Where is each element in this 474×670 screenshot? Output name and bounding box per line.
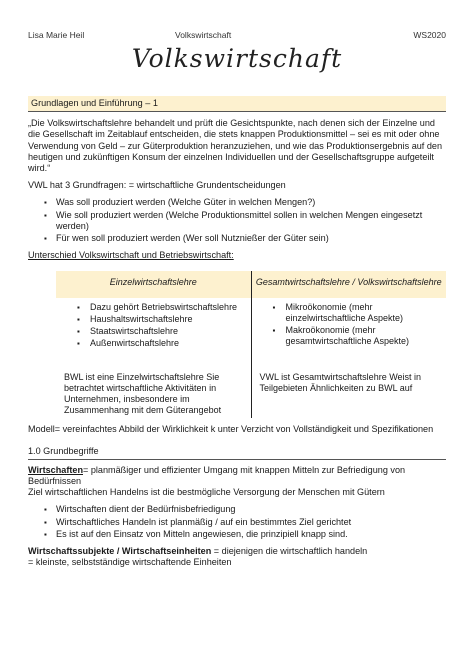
table-cell <box>56 368 251 418</box>
bwl-description: BWL ist eine Einzelwirtschaftslehre Sie betrachtet wirtschaftliche Aktivitäten in Unternehmen, insbesondere im Zusammenhang mit dem Güterangebot <box>64 372 222 416</box>
table-cell <box>251 368 446 418</box>
list-item: ▪ Es ist auf den Einsatz von Mitteln angewiesen, die prinzipiell knapp sind. <box>56 529 446 540</box>
table-header-gesamtwirtschaft: Gesamtwirtschaftslehre / Volkswirtschaftslehre <box>251 271 446 298</box>
difference-heading: Unterschied Volkswirtschaft und Betriebswirtschaft: <box>28 250 234 261</box>
term-wirtschaften: Wirtschaften <box>28 464 83 475</box>
wirtschaften-definition: Wirtschaften= planmäßiger und effizienter Umgang mit knappen Mitteln zur Befriedigung von Bedürfnissen <box>28 464 406 487</box>
list-item: ▪ Außenwirtschaftslehre <box>90 338 247 349</box>
table-cell <box>251 298 446 352</box>
questions-intro: VWL hat 3 Grundfragen: = wirtschaftliche Grundentscheidungen <box>28 180 286 191</box>
table-cell <box>56 298 251 352</box>
definition-quote: „Die Volkswirtschaftslehre behandelt und prüft die Gesichtspunkte, nach denen sich der Einzelne und die Gesellschaft im Zeitablauf entscheiden, die stets knappen Produktionsmittel – sei es mit oder ohne Verwendung von Geld – zur Güterproduktion heranzuziehen, und wie das Produktionsergebnis auf den heutigen und zukünftigen Konsum der einzelnen Individuellen und der Gesellschaftsgruppe aufgeteilt wird.“ <box>28 118 443 174</box>
model-definition: Modell= vereinfachtes Abbild der Wirklichkeit k unter Verzicht von Vollständigkeit und Spezifikationen <box>28 424 434 435</box>
section-heading-grundlagen: Grundlagen und Einführung – 1 <box>28 96 446 112</box>
list-item: ▪ Was soll produziert werden (Welche Güter in welchen Mengen?) <box>56 197 446 208</box>
subjects-definition: Wirtschaftssubjekte / Wirtschaftseinheiten = diejenigen die wirtschaftlich handeln = kleinste, selbstständige wirtschaftende Einheiten <box>28 546 368 568</box>
document-body <box>28 96 446 574</box>
term-wirtschaftssubjekte: Wirtschaftssubjekte / Wirtschaftseinheiten <box>28 546 212 557</box>
header-term: WS2020 <box>413 30 446 40</box>
list-item: ▪ Haushaltswirtschaftslehre <box>90 314 247 325</box>
list-item: ▪ Wirtschaftliches Handeln ist planmäßig / auf ein bestimmtes Ziel gerichtet <box>56 517 446 528</box>
goal-statement: Ziel wirtschaftlichen Handelns ist die bestmögliche Versorgung der Menschen mit Gütern <box>28 487 385 498</box>
page-title: Volkswirtschaft <box>131 44 343 73</box>
header-subject: Volkswirtschaft <box>175 30 232 40</box>
list-item: ▪ Wirtschaften dient der Bedürfnisbefriedigung <box>56 504 446 515</box>
comparison-table <box>56 271 446 418</box>
list-item: ▪ Wie soll produziert werden (Welche Produktionsmittel sollen in welchen Mengen eingesetzt werden) <box>56 210 446 232</box>
list-item: ▪ Staatswirtschaftslehre <box>90 326 247 337</box>
vwl-description: VWL ist Gesamtwirtschaftslehre Weist in Teilgebieten Ähnlichkeiten zu BWL auf <box>259 372 422 394</box>
list-item: ▪ Dazu gehört Betriebswirtschaftslehre <box>90 302 247 313</box>
list-item: ▪ Makroökonomie (mehr gesamtwirtschaftliche Aspekte) <box>286 325 443 347</box>
wirtschaften-points <box>28 504 446 540</box>
list-item: ▪ Für wen soll produziert werden (Wer soll Nutznießer der Güter sein) <box>56 233 446 244</box>
header-author: Lisa Marie Heil <box>28 30 85 40</box>
questions-list <box>28 197 446 244</box>
list-item: ▪ Mikroökonomie (mehr einzelwirtschaftliche Aspekte) <box>286 302 443 324</box>
section-heading-grundbegriffe: 1.0 Grundbegriffe <box>28 446 446 460</box>
page-header <box>28 30 446 42</box>
table-header-einzelwirtschaft: Einzelwirtschaftslehre <box>56 271 251 298</box>
